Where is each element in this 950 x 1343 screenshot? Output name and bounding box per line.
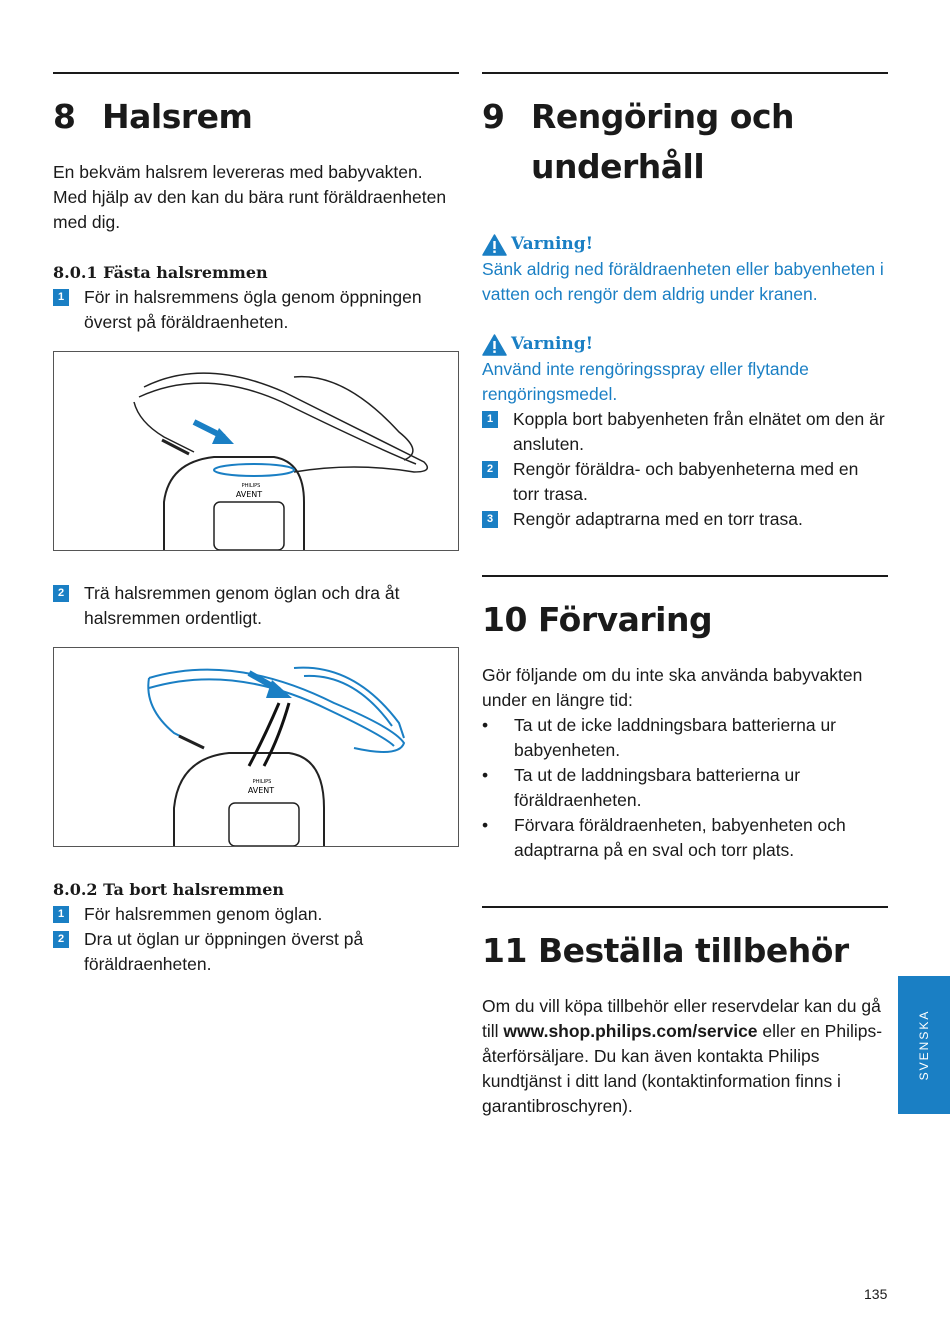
list-item <box>482 763 888 813</box>
section-9-heading <box>482 92 888 192</box>
subsection-title: 8.0.1 Fästa halsremmen <box>53 263 268 282</box>
list-item-text: Ta ut de icke laddningsbara batterierna ur babyenheten. <box>514 715 837 760</box>
list-item-text: Ta ut de laddningsbara batterierna ur föräldraenheten. <box>514 765 801 810</box>
text-after-link: eller en Philips-återförsäljare. Du kan även kontakta Philips kundtjänst i ditt land (kontaktinformation finns i garantibroschyren). <box>482 1021 883 1116</box>
figure-brand-top: PHILIPS <box>241 483 261 489</box>
step-number-badge: 2 <box>53 585 69 602</box>
section-divider <box>482 72 888 74</box>
step-text: Rengör adaptrarna med en torr trasa. <box>513 509 803 529</box>
step-text: För in halsremmens ögla genom öppningen överst på föräldraenheten. <box>84 287 422 332</box>
step-item <box>482 457 888 507</box>
warning-heading <box>482 332 888 357</box>
step-text: Rengör föräldra- och babyenheterna med en torr trasa. <box>513 459 859 504</box>
step-item <box>53 285 459 335</box>
section-divider <box>482 575 888 577</box>
section-title: Beställa tillbehör <box>537 931 849 970</box>
section-number: 8 <box>53 97 76 136</box>
bullet-marker: • <box>482 715 489 735</box>
list-item-text: Förvara föräldraenheten, babyenheten och adaptrarna på en sval och torr plats. <box>514 815 846 860</box>
step-text: För halsremmen genom öglan. <box>84 904 323 924</box>
warning-text: Sänk aldrig ned föräldraenheten eller babyenheten i vatten och rengör dem aldrig under kranen. <box>482 259 884 304</box>
right-column <box>482 72 888 1119</box>
list-item <box>482 813 888 863</box>
step-number-badge: 1 <box>53 906 69 923</box>
section-10-intro: Gör följande om du inte ska använda babyvakten under en längre tid: <box>482 665 863 710</box>
text-before-link: Om du vill köpa tillbehör eller reservdelar kan du gå till <box>482 996 881 1041</box>
step-item <box>53 902 459 927</box>
strap-illustration-1 <box>53 351 459 551</box>
figure-brand: AVENT <box>247 786 275 795</box>
bullet-marker: • <box>482 765 489 785</box>
section-title: Halsrem <box>102 97 253 136</box>
left-column <box>53 72 459 977</box>
section-divider <box>482 906 888 908</box>
section-11-heading <box>482 926 888 976</box>
list-item <box>482 713 888 763</box>
step-number-badge: 2 <box>482 461 498 478</box>
section-8-heading <box>53 92 459 142</box>
step-number-badge: 2 <box>53 931 69 948</box>
section-number: 9 <box>482 97 505 136</box>
language-tab <box>898 976 950 1114</box>
step-item <box>53 927 459 977</box>
section-10-heading <box>482 595 888 645</box>
warning-title: Varning! <box>511 234 594 254</box>
step-item <box>482 507 888 532</box>
warning-text: Använd inte rengöringsspray eller flytande rengöringsmedel. <box>482 359 809 404</box>
step-text: Koppla bort babyenheten från elnätet om den är ansluten. <box>513 409 885 454</box>
section-title: Förvaring <box>537 600 713 639</box>
section-title-line1: Rengöring och <box>531 97 794 136</box>
shop-link[interactable]: www.shop.philips.com/service <box>503 1021 758 1041</box>
step-item <box>482 407 888 457</box>
figure-brand: AVENT <box>235 490 263 499</box>
section-8-intro: En bekväm halsrem levereras med babyvakten. Med hjälp av den kan du bära runt föräldraenheten med dig. <box>53 162 447 232</box>
figure-brand-top: PHILIPS <box>252 779 272 785</box>
bullet-marker: • <box>482 815 489 835</box>
step-item <box>53 581 459 631</box>
strap-tighten-illustration <box>54 648 458 846</box>
language-label: SVENSKA <box>917 1009 931 1081</box>
warning-icon <box>482 234 507 256</box>
warning-title: Varning! <box>511 334 594 354</box>
strap-loop-illustration <box>54 352 458 550</box>
section-number: 10 <box>482 600 527 639</box>
warning-heading <box>482 232 888 257</box>
step-text: Dra ut öglan ur öppningen överst på föräldraenheten. <box>84 929 364 974</box>
page-number: 135 <box>864 1286 888 1302</box>
warning-icon <box>482 334 507 356</box>
step-number-badge: 1 <box>53 289 69 306</box>
section-11-text <box>482 994 888 1119</box>
step-number-badge: 1 <box>482 411 498 428</box>
section-title-line2: underhåll <box>531 147 705 186</box>
section-divider <box>53 72 459 74</box>
step-number-badge: 3 <box>482 511 498 528</box>
strap-illustration-2 <box>53 647 459 847</box>
section-number: 11 <box>482 931 527 970</box>
step-text: Trä halsremmen genom öglan och dra åt halsremmen ordentligt. <box>84 583 400 628</box>
subsection-title: 8.0.2 Ta bort halsremmen <box>53 880 285 899</box>
